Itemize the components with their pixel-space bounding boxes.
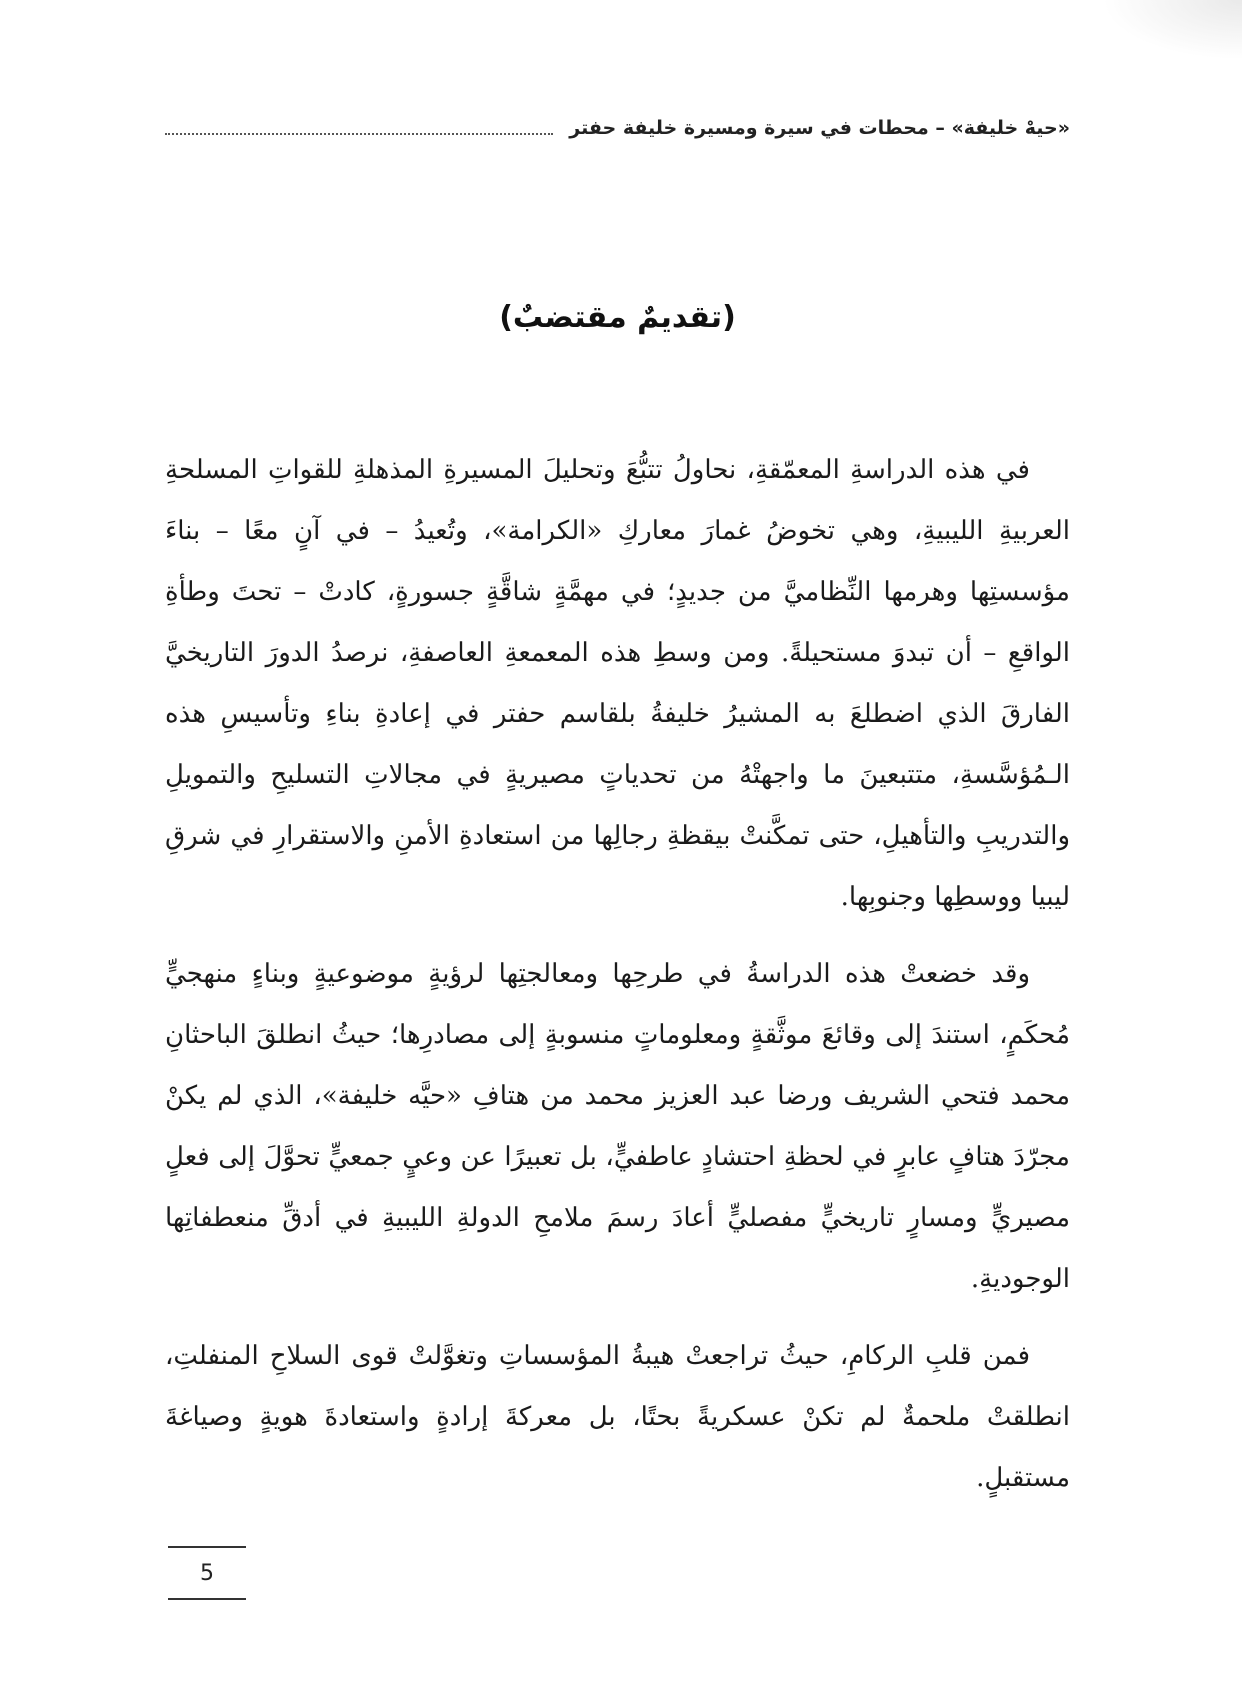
header-dotted-leader <box>165 133 553 135</box>
paragraph-2: وقد خضعتْ هذه الدراسةُ في طرحِها ومعالجتِها لرؤيةٍ موضوعيةٍ وبناءٍ منهجيٍّ مُحكَمٍ، استندَ إلى وقائعَ موثَّقةٍ ومعلوماتٍ منسوبةٍ إلى مصادرِها؛ حيثُ انطلقَ الباحثانِ محمد فتحي الشريف ورضا عبد العزيز محمد من هتافِ «حيَّه خليفة»، الذي لم يكنْ مجرّدَ هتافٍ عابرٍ في لحظةِ احتشادٍ عاطفيٍّ، بل تعبيرًا عن وعيٍ جمعيٍّ تحوَّلَ إلى فعلٍ مصيريٍّ ومسارٍ تاريخيٍّ مفصليٍّ أعادَ رسمَ ملامحِ الدولةِ الليبيةِ في أدقِّ منعطفاتِها الوجوديةِ. <box>165 959 1070 1294</box>
running-header-title: «حيهْ خليفة» – محطات في سيرة ومسيرة خليفة حفتر <box>569 117 1070 139</box>
section-title: (تقديمٌ مقتضبٌ) <box>499 300 736 335</box>
page-number: 5 <box>200 1560 214 1586</box>
running-header <box>165 108 1070 148</box>
paragraph-1: في هذه الدراسةِ المعمّقةِ، نحاولُ تتبُّعَ وتحليلَ المسيرةِ المذهلةِ للقواتِ المسلحةِ العربيةِ الليبيةِ، وهي تخوضُ غمارَ معاركِ «الكرامة»، وتُعيدُ – في آنٍ معًا – بناءَ مؤسستِها وهرمها النِّظاميَّ من جديدٍ؛ في مهمَّةٍ شاقَّةٍ جسورةٍ، كادتْ – تحتَ وطأةِ الواقعِ – أن تبدوَ مستحيلةً. ومن وسطِ هذه المعمعةِ العاصفةِ، نرصدُ الدورَ التاريخيَّ الفارقَ الذي اضطلعَ به المشيرُ خليفةُ بلقاسم حفتر في إعادةِ بناءِ وتأسيسِ هذه الـمُؤسَّسةِ، متتبعينَ ما واجهتْهُ من تحدياتٍ مصيريةٍ في مجالاتِ التسليحِ والتمويلِ والتدريبِ والتأهيلِ، حتى تمكَّنتْ بيقظةِ رجالِها من استعادةِ الأمنِ والاستقرارِ في شرقِ ليبيا ووسطِها وجنوبِها. <box>165 455 1070 912</box>
page-corner-shadow <box>1102 0 1242 60</box>
paragraph-3: فمن قلبِ الركامِ، حيثُ تراجعتْ هيبةُ المؤسساتِ وتغوَّلتْ قوى السلاحِ المنفلتِ، انطلقتْ ملحمةٌ لم تكنْ عسكريةً بحتًا، بل معركةَ إرادةٍ واستعادةَ هويةٍ وصياغةَ مستقبلٍ. <box>165 1341 1070 1493</box>
body-text <box>165 440 1070 1525</box>
page-number-box <box>168 1546 246 1600</box>
